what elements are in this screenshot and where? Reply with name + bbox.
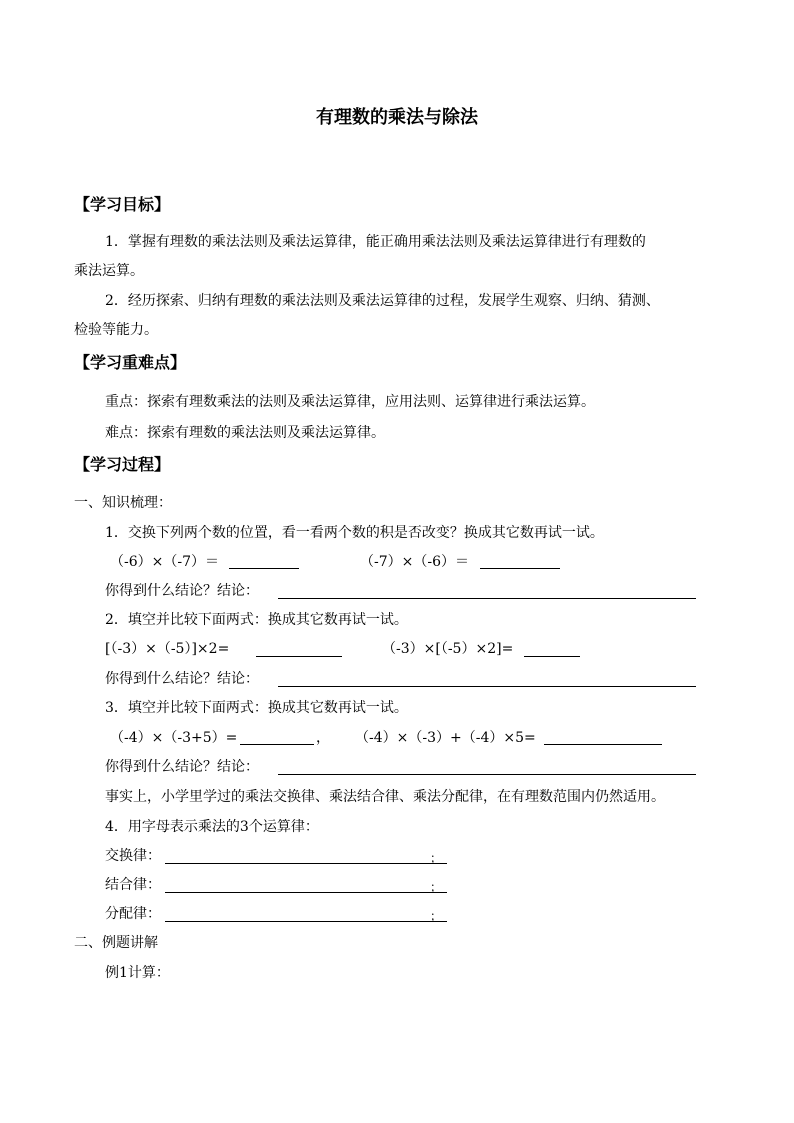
- question-2-conclusion-prompt: 你得到什么结论？结论：: [105, 671, 259, 687]
- page-title: 有理数的乘法与除法: [316, 107, 478, 128]
- question-2-text: 2．填空并比较下面两式：换成其它数再试一试。: [105, 612, 408, 628]
- question-2-blank-b[interactable]: [524, 656, 580, 657]
- law-distributive-semicolon: ；: [430, 909, 443, 923]
- question-3-conclusion-prompt: 你得到什么结论？结论：: [105, 759, 259, 775]
- law-associative-semicolon: ；: [430, 880, 443, 894]
- heading-key-points: 【学习重难点】: [74, 353, 187, 372]
- question-1-expr-b: （-7）×（-6）＝: [360, 554, 470, 570]
- difficult-point-text: 难点：探索有理数的乘法法则及乘法运算律。: [105, 425, 385, 441]
- fact-statement: 事实上，小学里学过的乘法交换律、乘法结合律、乘法分配律，在有理数范围内仍然适用。: [105, 789, 665, 805]
- goal-1-line-2: 乘法运算。: [74, 263, 144, 279]
- question-1-blank-b[interactable]: [480, 568, 560, 569]
- question-3-expr-a: （-4）×（-3+5）=: [110, 730, 238, 746]
- question-3-expr-b: （-4）×（-3）+（-4）×5=: [355, 730, 536, 746]
- question-1-text: 1．交换下列两个数的位置，看一看两个数的积是否改变？换成其它数再试一试。: [105, 525, 604, 541]
- law-commutative-blank[interactable]: [165, 863, 447, 864]
- law-commutative-label: 交换律：: [105, 848, 161, 864]
- question-2-blank-a[interactable]: [256, 656, 342, 657]
- question-3-blank-a[interactable]: [240, 744, 314, 745]
- heading-learning-goals: 【学习目标】: [74, 195, 171, 214]
- question-3-text: 3．填空并比较下面两式：换成其它数再试一试。: [105, 700, 408, 716]
- question-1-expr-a: （-6）×（-7）＝: [110, 554, 220, 570]
- law-distributive-label: 分配律：: [105, 906, 161, 922]
- part-2-title: 二、例题讲解: [74, 935, 158, 951]
- question-2-expr-b: （-3）×[（-5）×2]=: [382, 641, 514, 657]
- question-1-conclusion-prompt: 你得到什么结论？结论：: [105, 583, 259, 599]
- question-3-conclusion-blank[interactable]: [278, 774, 696, 775]
- law-associative-label: 结合律：: [105, 877, 161, 893]
- question-1-conclusion-blank[interactable]: [278, 598, 696, 599]
- key-point-text: 重点：探索有理数乘法的法则及乘法运算律，应用法则、运算律进行乘法运算。: [105, 394, 595, 410]
- question-2-conclusion-blank[interactable]: [278, 686, 696, 687]
- goal-2-line-1: 2．经历探索、归纳有理数的乘法法则及乘法运算律的过程，发展学生观察、归纳、猜测、: [105, 293, 660, 309]
- goal-1-line-1: 1．掌握有理数的乘法法则及乘法运算律，能正确用乘法法则及乘法运算律进行有理数的: [105, 234, 646, 250]
- law-commutative-semicolon: ；: [430, 851, 443, 865]
- law-associative-blank[interactable]: [165, 892, 447, 893]
- part-1-title: 一、知识梳理：: [74, 495, 172, 511]
- question-2-expr-a: [（-3）×（-5）]×2=: [105, 641, 230, 657]
- question-1-blank-a[interactable]: [229, 568, 299, 569]
- goal-2-line-2: 检验等能力。: [74, 322, 158, 338]
- law-distributive-blank[interactable]: [165, 921, 447, 922]
- heading-learning-process: 【学习过程】: [74, 455, 171, 474]
- question-3-blank-b[interactable]: [544, 744, 662, 745]
- example-1-label: 例1计算：: [105, 965, 170, 981]
- question-3-comma: ，: [316, 730, 330, 746]
- question-4-text: 4．用字母表示乘法的3个运算律：: [105, 819, 319, 835]
